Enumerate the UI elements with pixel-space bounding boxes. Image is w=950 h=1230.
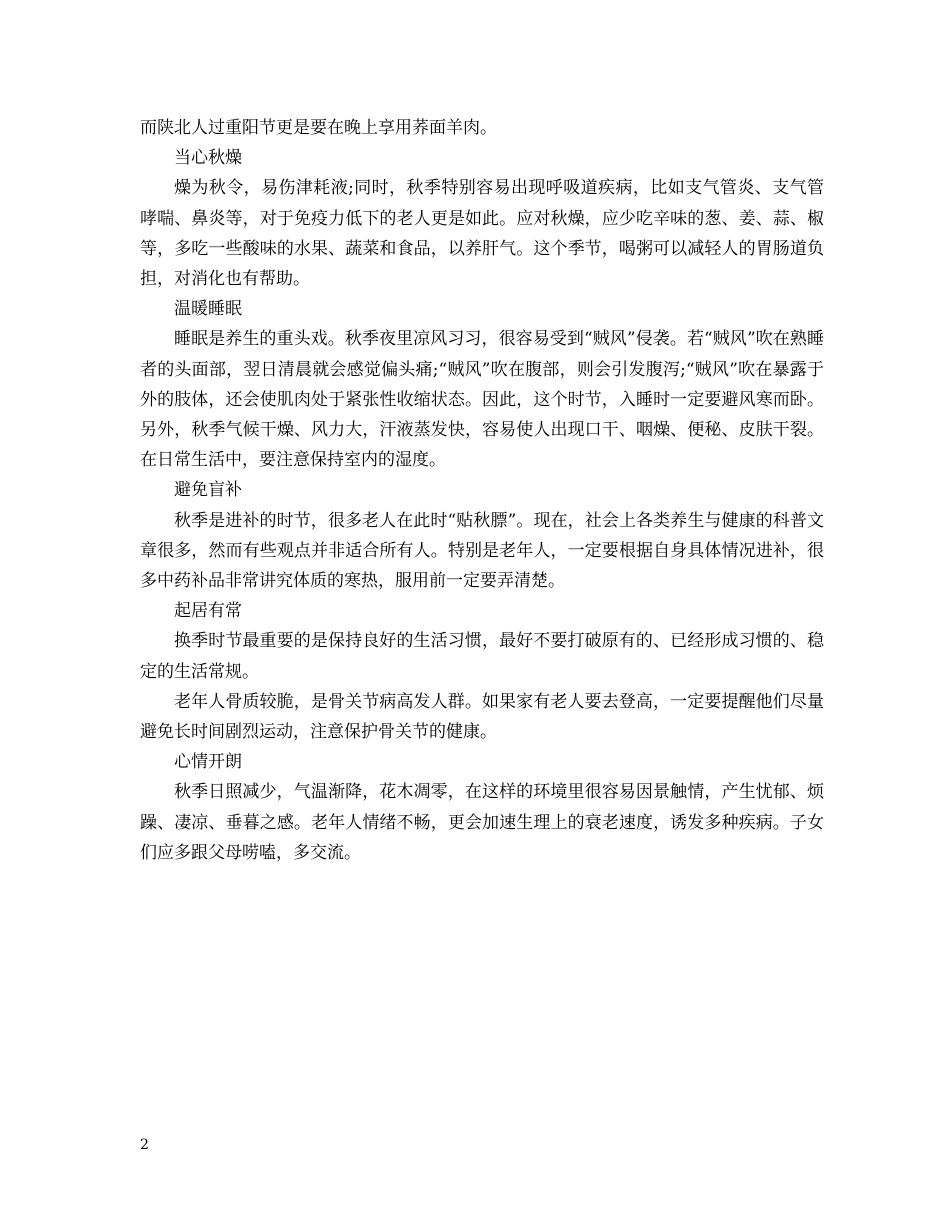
paragraph: 燥为秋令，易伤津耗液;同时，秋季特别容易出现呼吸道疾病，比如支气管炎、支气管哮喘、鼻炎等，对于免疫力低下的老人更是如此。应对秋燥，应少吃辛味的葱、姜、蒜、椒等，多吃一些酸味的水果、蔬菜和食品，以养肝气。这个季节，喝粥可以减轻人的胃肠道负担，对消化也有帮助。 (140, 178, 824, 290)
paragraph: 睡眠是养生的重头戏。秋季夜里凉风习习，很容易受到“贼风”侵袭。若“贼风”吹在熟睡者的头面部，翌日清晨就会感觉偏头痛;“贼风”吹在腹部，则会引发腹泻;“贼风”吹在暴露于外的肢体，还会使肌肉处于紧张性收缩状态。因此，这个时节，入睡时一定要避风寒而卧。另外，秋季气候干燥、风力大，汗液蒸发快，容易使人出现口干、咽燥、便秘、皮肤干裂。在日常生活中，要注意保持室内的湿度。 (140, 329, 824, 471)
section-heading-autumn-dryness: 当心秋燥 (174, 148, 242, 169)
section-heading-regular-routine: 起居有常 (174, 601, 242, 622)
section-heading-avoid-blind-tonic: 避免盲补 (174, 480, 242, 501)
paragraph: 老年人骨质较脆，是骨关节病高发人群。如果家有老人要去登高，一定要提醒他们尽量避免长时间剧烈运动，注意保护骨关节的健康。 (140, 691, 824, 743)
section-heading-warm-sleep: 温暖睡眠 (174, 299, 242, 320)
section-heading-cheerful-mood: 心情开朗 (174, 752, 242, 773)
paragraph: 秋季日照减少，气温渐降，花木凋零，在这样的环境里很容易因景触情，产生忧郁、烦躁、凄凉、垂暮之感。老年人情绪不畅，更会加速生理上的衰老速度，诱发多种疾病。子女们应多跟父母唠嗑，多交流。 (140, 782, 824, 863)
paragraph: 秋季是进补的时节，很多老人在此时“贴秋膘”。现在，社会上各类养生与健康的科普文章很多，然而有些观点并非适合所有人。特别是老年人，一定要根据自身具体情况进补，很多中药补品非常讲究体质的寒热，服用前一定要弄清楚。 (140, 510, 824, 592)
paragraph: 换季时节最重要的是保持良好的生活习惯，最好不要打破原有的、已经形成习惯的、稳定的生活常规。 (140, 631, 824, 682)
paragraph-continued: 而陕北人过重阳节更是要在晚上享用荞面羊肉。 (140, 118, 497, 138)
document-body (140, 113, 824, 868)
page-number: 2 (140, 1137, 149, 1153)
